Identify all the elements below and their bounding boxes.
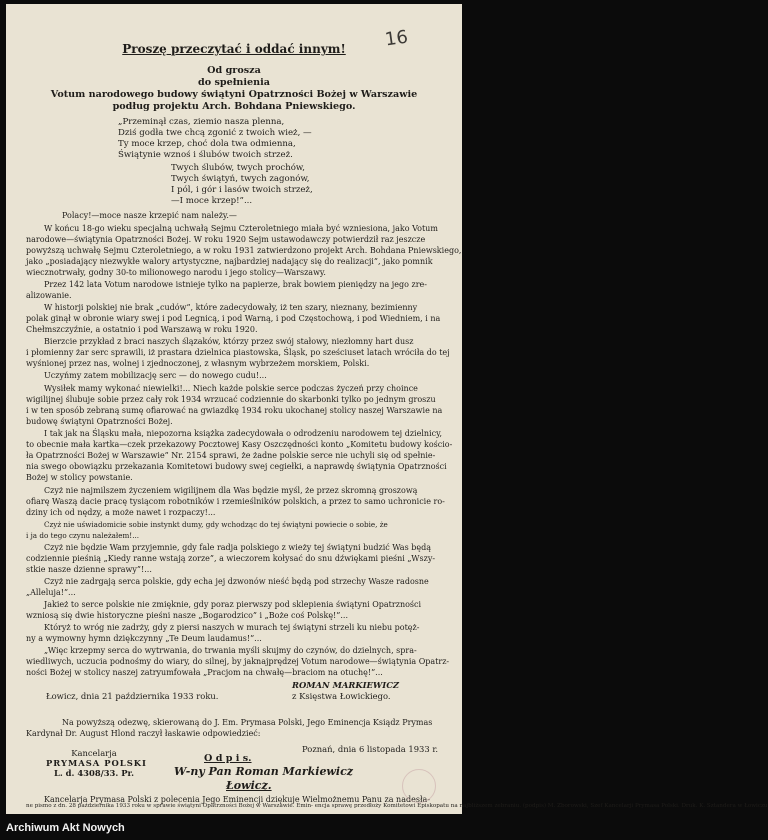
text-line: Bierzcie przykład z braci naszych ślązaków, którzy przez swój stałowy, niezłomny hart dusz <box>44 337 414 346</box>
text-line: Chełmszczyźnie, a ostatnio i pod Warszawą w roku 1920. <box>26 325 258 334</box>
text-line: wiecznotrwały, godny 30-to milionowego narodu i jego stolicy—Warszawy. <box>26 268 326 277</box>
text-line: to obecnie mała kartka—czek przekazowy Pocztowej Kasy Oszczędności konto „Komitetu budowy kościo- <box>26 440 453 449</box>
poem-line: Twych świątyń, twych zagonów, <box>171 174 310 184</box>
text-line: i w ten sposób zebraną sumę ofiarować na gwiazdkę 1934 roku ukochanej stolicy naszej Warszawie na <box>26 406 443 415</box>
text-line: powyższą uchwałę Sejmu Czteroletniego, a w roku 1931 zatwierdzono projekt Arch. Bohdana Pniewskiego, <box>26 246 462 255</box>
document-sheet <box>6 4 462 814</box>
footer-bar <box>0 816 468 840</box>
text-line: ny a wymowny hymn dziękczynny „Te Deum laudamus!”... <box>26 634 262 643</box>
text-line: Czyż nie uświadomicie sobie instynkt dumy, gdy wchodząc do tej świątyni powiecie o sobie, że <box>44 520 388 529</box>
paragraph <box>26 223 462 278</box>
text-line: Wysiłek mamy wykonać niewielki!... Niech każde polskie serce podczas życzeń przy choince <box>44 384 418 393</box>
printer-credit: Druk. K. Sztandera w Łowiczu <box>681 803 768 809</box>
text-line: W końcu 18-go wieku specjalną uchwałą Sejmu Czteroletniego miała być wzniesiona, jako Votum <box>44 224 438 233</box>
text-line: Któryż to wróg nie zadrży, gdy z piersi naszych w murach tej świątyni strzeli ku niebu potęż- <box>44 623 420 632</box>
letter-office-line: L. d. 4308/33. Pr. <box>53 768 135 778</box>
text-line: ła Opatrzności Bożej w Warszawie” Nr. 2154 sprawi, że żadne polskie serce nie uchyli się od spełnie- <box>26 451 436 460</box>
text-line: Kancelarja Prymasa Polski z polecenia Jego Eminencji dziękuje Wielmożnemu Panu za nadesła- <box>44 795 431 804</box>
text-line: Na powyższą odezwę, skierowaną do J. Em. Prymasa Polski, Jego Eminencja Ksiądz Prymas <box>62 718 433 727</box>
text-line: budowę świątyni Opatrzności Bożej. <box>26 417 173 426</box>
text-line: dziny ich od nędzy, a może nawet i rozpaczy!... <box>26 508 216 517</box>
text-line: encja sprawę przedłoży Komitetowi Episkopatu na najbliższem zebraniu. <box>314 803 522 809</box>
text-line: Przez 142 lata Votum narodowe istnieje tylko na papierze, brak bowiem pieniędzy na jego zre- <box>44 280 427 289</box>
stamp-mark <box>402 769 436 803</box>
poem-line: Twych ślubów, twych prochów, <box>171 163 305 173</box>
response-intro <box>26 717 442 739</box>
paragraph <box>26 370 442 381</box>
paragraph <box>26 383 442 427</box>
text-line: W historji polskiej nie brak „cudów”, które zadecydowały, iż ten szary, nieznany, bezimienny <box>44 303 418 312</box>
text-line: Bożej w stolicy powstanie. <box>26 473 133 482</box>
signature-origin: z Księstwa Łowickiego. <box>292 691 391 701</box>
handwritten-number: 16 <box>383 26 410 51</box>
paragraph <box>26 485 445 518</box>
signature-name: ROMAN MARKIEWICZ <box>292 680 400 690</box>
paragraph <box>26 279 442 301</box>
text-line: ofiarę Waszą dacie pracę tysiącom robotników i rzemieślników polskich, a przez to samo uchronicie ro- <box>26 497 445 506</box>
text-line: wigilijnej ślubuje sobie przez cały rok 1934 wrzucać codziennie do skarbonki tylko po jednym groszu <box>26 395 436 404</box>
letter-addressee-city: Łowicz. <box>226 779 272 792</box>
paragraph <box>26 599 442 621</box>
text-line: ności Bożej w stolicy naszej zatryumfowała „Pracjom na chwałę—braciom na otuchę!”... <box>26 668 383 677</box>
poem-line: Świątynie wznoś i ślubów twoich strzeż. <box>118 150 293 160</box>
letter-office-line: PRYMASA POLSKI <box>46 758 147 768</box>
text-line: Jakież to serce polskie nie zmięknie, gdy poraz pierwszy pod sklepienia świątyni Opatrzności <box>44 600 422 609</box>
signed-line: (podpis) M. Zborowski, <box>522 803 589 809</box>
letter-addressee: W-ny Pan Roman Markiewicz <box>174 765 354 778</box>
text-line: alizowanie. <box>26 291 72 300</box>
poem-line: Dziś godła twe chcą zgonić z twoich wież, — <box>118 128 312 138</box>
text-line: polak ginął w obronie wiary swej i pod Legnicą, i pod Warną, i pod Częstochową, i pod Wiedniem, i na <box>26 314 441 323</box>
paragraph <box>26 645 450 678</box>
paragraph <box>26 210 442 221</box>
paragraph <box>26 576 442 598</box>
paragraph <box>26 622 442 644</box>
header-line-1: Od grosza <box>207 65 261 76</box>
text-line: Czyż nie będzie Wam przyjemnie, gdy fale radja polskiego z wieży tej świątyni budzić Was będą <box>44 543 431 552</box>
signed-line: Szef Kancelarji Prymasa Polski. <box>590 803 680 809</box>
text-line: narodowe—świątynia Opatrzności Bożej. W roku 1920 Sejm ustawodawczy potwierdził raz jeszcze <box>26 235 426 244</box>
text-line: wzniosą się dwie historyczne pieśni nasze „Bogarodzico” i „Boże coś Polskę!”... <box>26 611 348 620</box>
archive-label: Archiwum Akt Nowych <box>6 822 125 834</box>
page-title: Proszę przeczytać i oddać innym! <box>122 42 346 56</box>
paragraph <box>26 542 442 575</box>
text-line: nia swego obowiązku przekazania Komitetowi budowy swej cegiełki, a naprawdę świątynia Opatrzności <box>26 462 447 471</box>
text-line: codziennie pieśnią „Kiedy ranne wstają zorze”, a wieczorem kołysać do snu dźwiękami pieśni „Wszy- <box>26 554 436 563</box>
text-line: wyśnionej przez nas, wolnej i zjednoczonej, z własnym wybrzeżem morskiem, Polski. <box>26 359 370 368</box>
text-line: I tak jak na Śląsku mała, niepozorna książka zadecydowała o odrodzeniu narodowem tej dzielnicy, <box>44 429 443 438</box>
signature-place-date: Łowicz, dnia 21 października 1933 roku. <box>46 691 219 701</box>
paragraph <box>26 519 442 541</box>
header-line-2: do spełnienia <box>198 77 270 88</box>
text-line: wiedliwych, uczucia podnośmy do wiary, do silnej, by jaknajprędzej Votum narodowe—świątynia Opatrz- <box>26 657 450 666</box>
text-line: „Alleluja!”... <box>26 588 76 597</box>
poem-line: „Przeminął czas, ziemio nasza plenna, <box>118 117 285 127</box>
paragraph <box>26 428 453 483</box>
text-line: „Więc krzepmy serca do wytrwania, do trwania myśli skujmy do czynów, do dzielnych, spra- <box>44 646 417 655</box>
poem-line: I pól, i gór i lasów twoich strzeż, <box>171 185 313 195</box>
letter-remaining <box>26 803 768 809</box>
copy-label: O d p i s. <box>204 753 252 764</box>
letter-date: Poznań, dnia 6 listopada 1933 r. <box>302 744 439 754</box>
poem-line: Ty moce krzep, choć dola twa odmienna, <box>118 139 296 149</box>
text-line: ne pismo z dn. 28 października 1933 roku w sprawie świątyni Opatrzności Bożej w Warszawie. Emin- <box>26 803 313 809</box>
text-line: jako „posiadający niezwykłe walory artystyczne, najbardziej nadający się do realizacji”, jako pomnik <box>26 257 433 266</box>
header-line-3: Votum narodowego budowy świątyni Opatrzności Bożej w Warszawie <box>50 89 418 100</box>
header-line-4: podług projektu Arch. Bohdana Pniewskiego. <box>112 101 356 112</box>
paragraph <box>26 336 450 369</box>
text-line: Kardynał Dr. August Hlond raczył łaskawie odpowiedzieć: <box>26 729 261 738</box>
paragraph <box>26 302 442 335</box>
text-line: stkie nasze dzienne sprawy”!... <box>26 565 152 574</box>
poem-line: —I moce krzep!”... <box>171 196 253 206</box>
text-line: Czyż nie najmilszem życzeniem wigilijnem dla Was będzie myśl, że przez skromną groszową <box>44 486 418 495</box>
text-line: i ja do tego czynu należałem!... <box>26 531 140 540</box>
letter-office-line: Kancelarja <box>71 748 117 758</box>
text-line: i płomienny żar serc sprawili, iż prastara dzielnica piastowska, Śląsk, po sześciuset latach wróciła do tej <box>26 348 450 357</box>
text-line: Uczyńmy zatem mobilizację serc — do nowego cudu!... <box>44 371 267 380</box>
text-line: Polacy!—moce nasze krzepić nam należy.— <box>62 211 237 220</box>
text-line: Czyż nie zadrgają serca polskie, gdy echa jej dzwonów nieść będą pod strzechy Wasze radosne <box>44 577 429 586</box>
